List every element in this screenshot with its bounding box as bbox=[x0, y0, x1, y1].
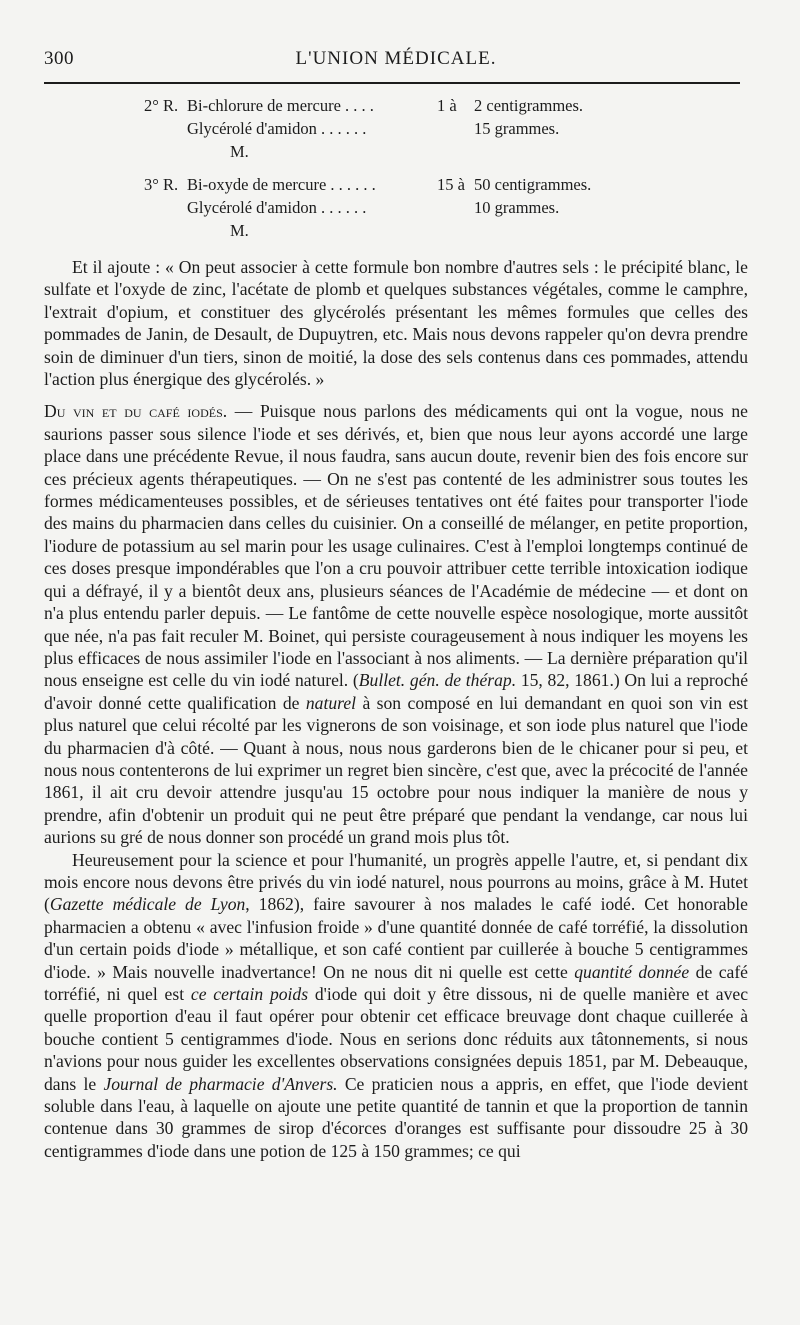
paragraph-text: Ce praticien nous a appris, en effet, que l'iode devient soluble dans l'eau, à laquelle on ajoute une petite quantité de tannin et que la proportion de tannin contenue dans 30 grammes de sirop d'écorces d'oranges est suffisante pour dissoudre 25 à 30 centigrammes d'iode dans une potion de 125 à 150 grammes; ce qui bbox=[44, 1073, 748, 1161]
citation: Gazette médicale de Lyon bbox=[49, 894, 246, 915]
formula-line bbox=[44, 94, 748, 117]
paragraph bbox=[44, 400, 748, 848]
formula-line bbox=[44, 219, 748, 242]
paragraph-text: à son composé en lui demandant en quoi son vin est plus naturel que celui récolté par les vignerons de son voisinage, et son iode plus naturel que l'iode du pharmacien d'à côté. — Quant à nous, nous nous garderons bien de le chicaner pour si peu, et nous nous contenterons de lui exprimer un regret bien sincère, c'est que, avec la précocité de l'année 1861, il ait cru devoir attendre jusqu'au 15 octobre pour nous indiquer la manière de nous y prendre, afin d'obtenir un produit qui ne peut être préparé que pendant la vendange, car nous lui aurions su gré de nous donner son procédé un grand mois plus tôt. bbox=[44, 692, 749, 848]
formula-line bbox=[44, 140, 748, 163]
paragraph-text: Heureusement pour la science et pour l'humanité, un progrès appelle l'autre, et, si pendant dix mois encore nous devons être privés du vin iodé naturel, nous pourrons au moins, grâce à M. Hutet ( bbox=[44, 849, 748, 915]
document-page bbox=[0, 42, 800, 1325]
running-title: L'UNION MÉDICALE. bbox=[295, 48, 497, 69]
ingredient-name: Glycérolé d'amidon . . . . . . bbox=[187, 119, 367, 138]
formula-line bbox=[44, 173, 748, 196]
formula-number: 3° R. bbox=[144, 175, 179, 194]
paragraph-text: , 1862), faire savourer à nos malades le café iodé. Cet honorable pharmacien a obtenu « avec l'infusion froide » d'une quantité donnée de café torréfié, la dissolution d'un certain poids d'iode » métallique, et son café contient par cuillerée à bouche 5 centigrammes d'iode. » Mais nouvelle inadvertance! On ne nous dit ni quelle est cette bbox=[44, 894, 748, 982]
formula-block bbox=[44, 94, 748, 242]
citation: Journal de pharmacie d'Anvers. bbox=[103, 1073, 338, 1094]
ingredient-unit: 10 grammes. bbox=[474, 198, 560, 217]
page-header bbox=[44, 42, 748, 82]
paragraph-text: Et il ajoute : « On peut associer à cette formule bon nombre d'autres sels : le précipité blanc, le sulfate et l'oxyde de zinc, l'acétate de plomb et quelques substances végétales, comme le camphre, l'extrait d'opium, et constituer des glycérolés présentant les mêmes formules que celles des pommades de Janin, de Desault, de Dupuytren, etc. Mais nous devons rappeler qu'on devra prendre soin de diminuer d'un tiers, sinon de moitié, la dose des sels contenus dans ces pommades, attendu l'action plus énergique des glycérolés. » bbox=[44, 257, 748, 390]
header-rule bbox=[44, 82, 740, 84]
ingredient-name: Glycérolé d'amidon . . . . . . bbox=[187, 198, 367, 217]
formula-line bbox=[44, 117, 748, 140]
emphasis: quantité donnée bbox=[574, 961, 690, 982]
section-heading: Du vin et du café iodés. bbox=[44, 401, 228, 422]
formula-number: 2° R. bbox=[144, 96, 179, 115]
formula-m: M. bbox=[230, 221, 249, 240]
ingredient-qty: 15 à bbox=[437, 175, 465, 194]
emphasis: naturel bbox=[305, 692, 357, 713]
ingredient-unit: 2 centigrammes. bbox=[474, 96, 584, 115]
paragraph bbox=[44, 849, 748, 1163]
ingredient-qty: 1 à bbox=[437, 96, 457, 115]
page-number: 300 bbox=[44, 48, 74, 69]
paragraph-text: — Puisque nous parlons des médicaments qui ont la vogue, nous ne saurions passer sous silence l'iode et ses dérivés, et, bien que nous leur ayons accordé une large place dans une précédente Revue, il nous faudra, sans aucun doute, revenir bien des fois encore sur ces précieux agents thérapeutiques. — On ne s'est pas contenté de les administrer sous toutes les formes médicamenteuses possibles, et de sérieuses tentatives ont été faites pour transporter l'iode des mains du pharmacien dans celles du cuisinier. On a conseillé de mélanger, en petite proportion, l'iodure de potassium au sel marin pour les usage culinaires. C'est à l'emploi longtemps continué de ces doses presque impondérables que l'on a cru pouvoir attribuer cette terrible intoxication iodique qui a défrayé, il y a bientôt deux ans, plusieurs séances de l'Académie de médecine — et dont on n'a plus entendu parler depuis. — Le fantôme de cette nouvelle espèce nosologique, morte aussitôt que née, n'a pas fait reculer M. Boinet, qui persiste courageusement à nous indiquer les moyens les plus efficaces de nous assimiler l'iode en l'associant à nos aliments. — La dernière préparation qu'il nous enseigne est celle du vin iodé naturel. ( bbox=[44, 401, 748, 691]
paragraph-text: de café torréfié, ni quel est bbox=[44, 961, 748, 1004]
ingredient-unit: 15 grammes. bbox=[474, 119, 560, 138]
ingredient-unit: 50 centigrammes. bbox=[474, 175, 592, 194]
citation: Bullet. gén. de thérap. bbox=[358, 670, 517, 691]
paragraph-text: d'iode qui doit y être dissous, ni de quelle manière et avec quelle proportion d'eau il faut opérer pour obtenir cet efficace breuvage dont chaque cuillerée à bouche contient 5 centigrammes d'iode. Nous en serions donc réduits aux tâtonnements, si nous n'avions pour nous guider les excellentes observations consignées depuis 1851, par M. Debeauque, dans le bbox=[44, 984, 749, 1094]
ingredient-name: Bi-oxyde de mercure . . . . . . bbox=[187, 175, 376, 194]
ingredient-name: Bi-chlorure de mercure . . . . bbox=[187, 96, 374, 115]
paragraph bbox=[44, 256, 748, 390]
formula-line bbox=[44, 196, 748, 219]
article-body bbox=[44, 256, 748, 1162]
emphasis: ce certain poids bbox=[190, 984, 309, 1004]
paragraph-text: 15, 82, 1861.) On lui a reproché d'avoir donné cette qualification de bbox=[44, 670, 749, 713]
formula-m: M. bbox=[230, 142, 249, 161]
